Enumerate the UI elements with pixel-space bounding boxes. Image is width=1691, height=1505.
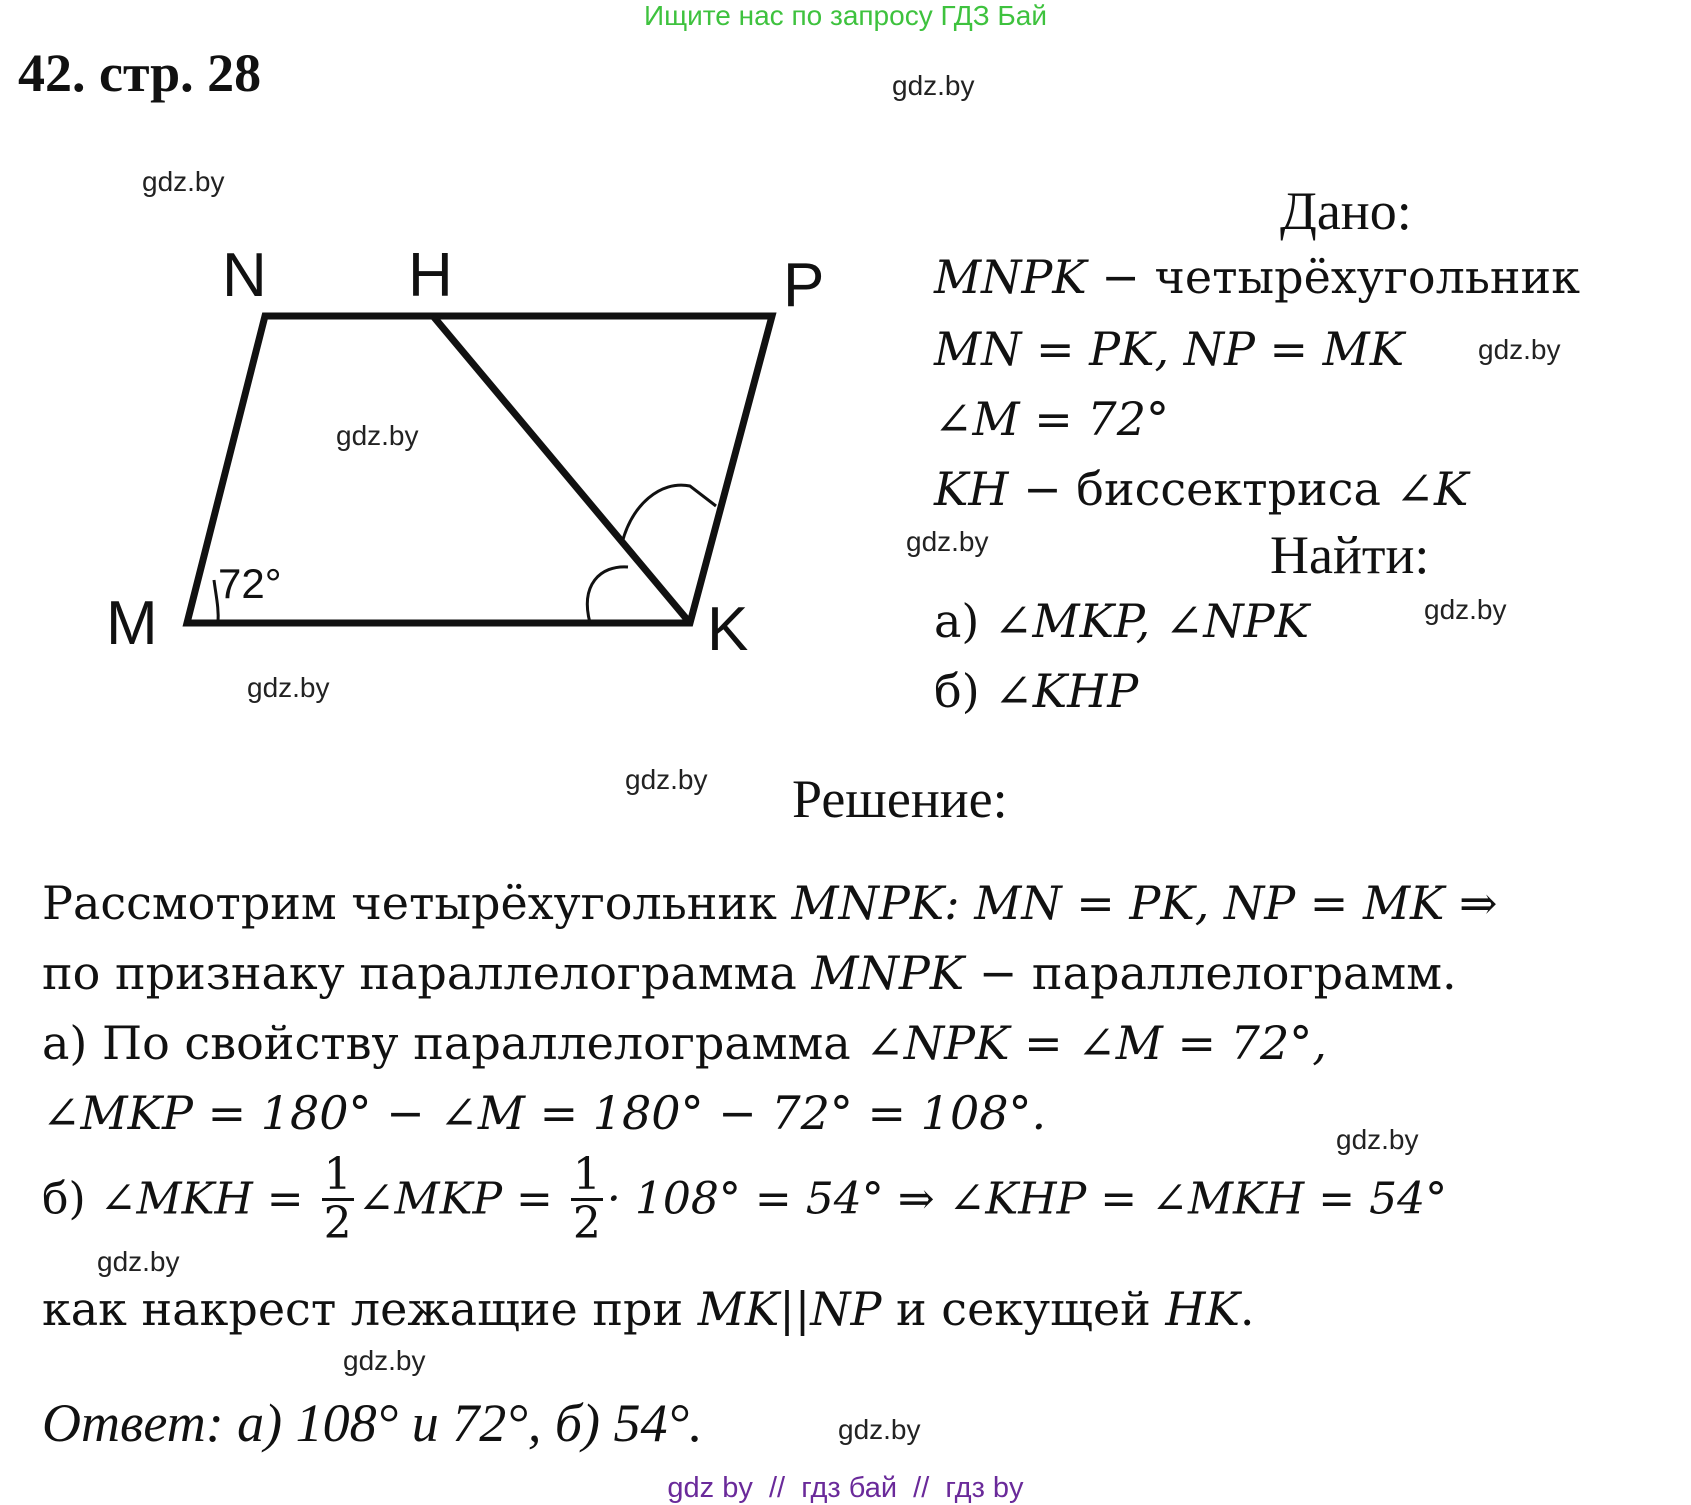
watermark: gdz.by: [892, 70, 975, 101]
solution-math: MK||NP: [697, 1282, 882, 1336]
watermark: gdz.by: [247, 672, 330, 703]
watermark: gdz.by: [142, 166, 225, 197]
solution-math: · 108° = 54° ⇒ ∠KHP = ∠MKH = 54°: [606, 1173, 1448, 1225]
given-text: − четырёхугольник: [1086, 250, 1580, 304]
watermark: gdz.by: [97, 1246, 180, 1277]
solution-line-5: [42, 1149, 1448, 1250]
solution-text: Рассмотрим четырёхугольник: [42, 876, 792, 930]
find-prefix: а): [934, 594, 994, 648]
top-banner: Ищите нас по запросу ГДЗ Бай: [643, 0, 1048, 31]
solution-heading: Решение:: [792, 769, 1008, 829]
fraction-one-half: [571, 1149, 603, 1250]
given-line-2: [934, 322, 1405, 376]
vertex-label-n: N: [222, 241, 267, 310]
fraction-denominator: 2: [572, 1198, 601, 1250]
solution-line-6: [42, 1282, 1255, 1336]
parallelogram-figure: [0, 0, 830, 700]
solution-line-1: [42, 876, 1498, 930]
watermark: gdz.by: [625, 764, 708, 795]
solution-math: HK: [1165, 1282, 1240, 1336]
solution-text: по признаку параллелограмма: [42, 946, 812, 1000]
solution-line-3: [42, 1016, 1327, 1070]
solution-line-4: [42, 1086, 1047, 1140]
vertex-label-m: M: [106, 589, 158, 658]
given-heading: Дано:: [1280, 181, 1412, 241]
fraction-numerator: 1: [572, 1149, 601, 1200]
solution-math: MNPK: [811, 946, 965, 1000]
vertex-label-h: H: [408, 241, 453, 310]
given-math: ∠K: [1395, 462, 1469, 516]
find-heading: Найти:: [1270, 525, 1430, 585]
answer: Ответ: а) 108° и 72°, б) 54°.: [42, 1393, 703, 1453]
fraction-denominator: 2: [323, 1198, 352, 1250]
solution-math: ∠MKH =: [99, 1173, 318, 1225]
given-line-4: [934, 462, 1469, 516]
solution-math: : MN = PK, NP = MK ⇒: [944, 876, 1498, 930]
find-math: ∠KHP: [994, 664, 1139, 718]
angle-arc-mkh: [587, 567, 628, 623]
solution-line-2: [42, 946, 1457, 1000]
given-math: ∠M = 72°: [934, 392, 1169, 446]
bisector-kh: [433, 316, 690, 623]
given-math: KH: [934, 462, 1009, 516]
find-line-a: [934, 594, 1309, 648]
angle-arc-hkp: [622, 485, 716, 543]
exercise-title: 42. стр. 28: [18, 43, 262, 103]
solution-text: .: [1239, 1282, 1255, 1336]
watermark: gdz.by: [343, 1345, 426, 1376]
solution-math: ∠MKP =: [357, 1173, 567, 1225]
given-math: MNPK: [934, 250, 1087, 304]
given-line-3: [934, 392, 1169, 446]
solution-math: ∠NPK = ∠M = 72°,: [865, 1016, 1327, 1070]
find-math: ∠MKP, ∠NPK: [994, 594, 1309, 648]
vertex-label-p: P: [783, 251, 825, 320]
solution-text: как накрест лежащие при: [42, 1282, 698, 1336]
angle-label-m: 72°: [218, 560, 282, 607]
watermark: gdz.by: [1336, 1124, 1419, 1155]
solution-text: и секущей: [881, 1282, 1166, 1336]
solution-text: а) По свойству параллелограмма: [42, 1016, 866, 1070]
watermark: gdz.by: [838, 1414, 921, 1445]
vertex-label-k: K: [707, 595, 749, 664]
fraction-numerator: 1: [323, 1149, 352, 1200]
given-text: − биссектриса: [1008, 462, 1396, 516]
watermark: gdz.by: [1424, 594, 1507, 625]
watermark: gdz.by: [906, 526, 989, 557]
given-line-1: [934, 250, 1580, 304]
footer-links: gdz by // гдз бай // гдз by: [667, 1472, 1024, 1504]
watermark: gdz.by: [336, 420, 419, 451]
fraction-one-half: [322, 1149, 354, 1250]
find-line-b: [934, 664, 1139, 718]
solution-text: − параллелограмм.: [964, 946, 1457, 1000]
watermark: gdz.by: [1478, 334, 1561, 365]
solution-text: б): [42, 1173, 100, 1225]
given-math: MN = PK, NP = MK: [934, 322, 1405, 376]
solution-math: MNPK: [791, 876, 945, 930]
solution-math: ∠MKP = 180° − ∠M = 180° − 72° = 108°.: [42, 1086, 1047, 1140]
find-prefix: б): [934, 664, 995, 718]
